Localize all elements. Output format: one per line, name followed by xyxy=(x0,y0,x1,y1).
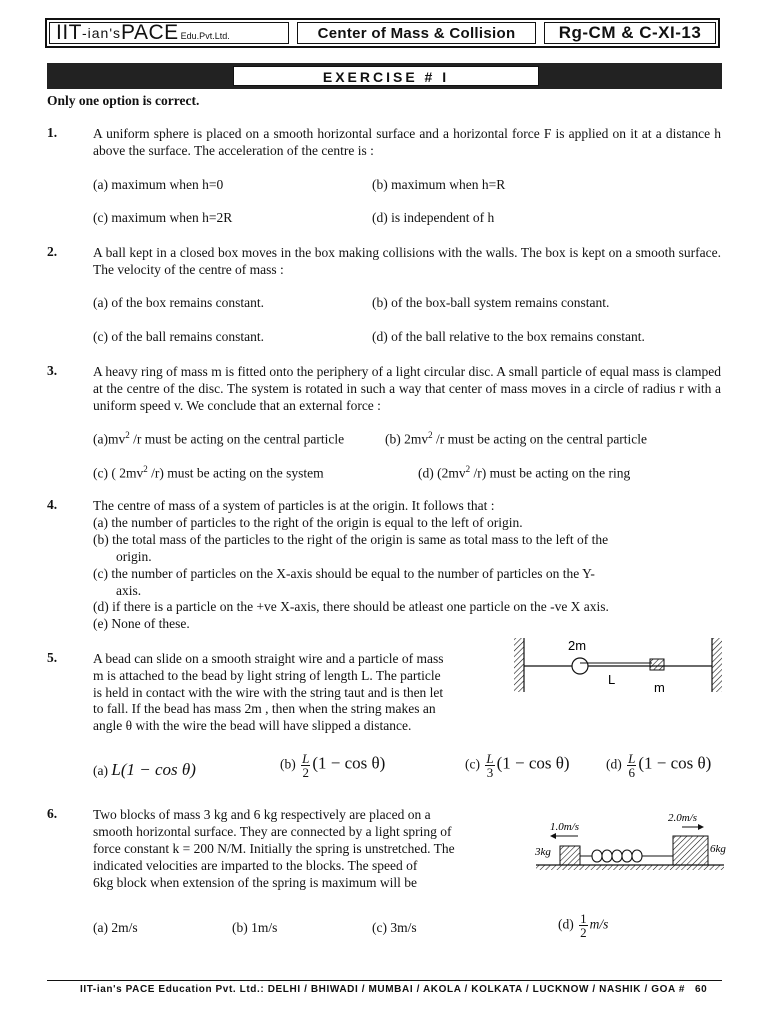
q6-line-3: force constant k = 200 N/M. Initially the spring is unstretched. The xyxy=(93,841,455,856)
q5-d-den: 6 xyxy=(628,765,635,780)
q5-a-label: (a) xyxy=(93,763,108,778)
q5-c-label: (c) xyxy=(465,756,480,772)
q3-a-pre: (a)mv xyxy=(93,431,126,447)
q6-number: 6. xyxy=(47,806,58,821)
q3-option-d xyxy=(418,464,630,482)
footer-text: IIT-ian's PACE Education Pvt. Ltd.: DELHI / BHIWADI / MUMBAI / AKOLA / KOLKATA / LUCKNOW / NASHIK / GOA # xyxy=(80,984,686,995)
q1-option-d: (d) is independent of h xyxy=(372,210,495,225)
q4-line-c: (c) the number of particles on the X-axis should be equal to the number of particles on the Y- xyxy=(93,566,595,581)
q1-number: 1. xyxy=(47,125,58,140)
q3-c-pre: (c) ( 2mv xyxy=(93,465,144,481)
q4-line-e: (e) None of these. xyxy=(93,616,190,631)
q5-b-den: 2 xyxy=(302,765,309,780)
q6-d-label: (d) xyxy=(558,916,574,932)
q6-d-num: 1 xyxy=(580,911,587,926)
q1-option-c: (c) maximum when h=2R xyxy=(93,210,233,225)
q6-option-c: (c) 3m/s xyxy=(372,920,417,935)
q5-line-4: to fall. If the bead has mass 2m , then when the string makes an xyxy=(93,701,436,716)
q5-a-expr: L(1 − cos θ) xyxy=(111,760,196,779)
exercise-title: EXERCISE # I xyxy=(233,66,539,86)
logo-brand: PACE xyxy=(121,22,179,44)
topic-title: Center of Mass & Collision xyxy=(297,22,536,44)
q3-option-c xyxy=(93,464,324,482)
q3-c-post: /r) must be acting on the system xyxy=(147,465,324,481)
q3-c-sq: 2 xyxy=(143,464,148,474)
q4-line-b: (b) the total mass of the particles to the right of the origin is same as total mass to the left of the xyxy=(93,532,609,547)
q3-option-b xyxy=(385,430,647,448)
q6-d-unit: m/s xyxy=(589,916,609,932)
q3-a-post: /r must be acting on the central particle xyxy=(129,431,345,447)
block-3kg xyxy=(560,846,580,865)
q5-figure xyxy=(510,632,730,698)
q2-option-c: (c) of the ball remains constant. xyxy=(93,329,264,344)
v2-label: 2.0m/s xyxy=(668,812,698,824)
q5-c-num: L xyxy=(486,751,494,766)
mass-label: m xyxy=(654,680,665,695)
q5-b-frac xyxy=(301,752,310,779)
q6-option-b: (b) 1m/s xyxy=(232,920,278,935)
q2-number: 2. xyxy=(47,244,58,259)
right-wall xyxy=(712,638,722,692)
left-wall xyxy=(514,638,524,692)
q4-number: 4. xyxy=(47,497,58,512)
q3-d-post: /r) must be acting on the ring xyxy=(470,465,631,481)
q1-text: A uniform sphere is placed on a smooth horizontal surface and a horizontal force F is applied on it at a distance h above the surface. The acceleration of the centre is : xyxy=(93,126,721,158)
q5-b-num: L xyxy=(302,751,310,766)
string-label: L xyxy=(608,672,616,687)
m2-label: 6kg xyxy=(710,843,726,855)
q2-option-b: (b) of the box-ball system remains constant. xyxy=(372,295,610,310)
q3-b-post: /r must be acting on the central particle xyxy=(432,431,648,447)
q4-line-b2: origin. xyxy=(116,549,152,564)
logo-prefix: IIT xyxy=(56,22,82,44)
logo-middle: -ian's xyxy=(82,25,122,41)
q6-line-5: 6kg block when extension of the spring is maximum will be xyxy=(93,875,417,890)
q5-c-frac xyxy=(485,752,494,779)
logo-suffix: Edu.Pvt.Ltd. xyxy=(180,31,230,41)
q6-line-4: indicated velocities are imparted to the blocks. The speed of xyxy=(93,858,418,873)
q6-option-a: (a) 2m/s xyxy=(93,920,138,935)
q3-b-pre: (b) 2mv xyxy=(385,431,429,447)
q4-line-a: (a) the number of particles to the right of the origin is equal to the left of origin. xyxy=(93,515,523,530)
q6-option-d xyxy=(558,912,608,939)
particle-block xyxy=(650,659,664,670)
q6-line-1: Two blocks of mass 3 kg and 6 kg respectively are placed on a xyxy=(93,807,431,822)
arrowhead-right xyxy=(698,824,704,830)
q5-d-num: L xyxy=(628,751,636,766)
spring xyxy=(580,850,673,862)
q3-a-sq: 2 xyxy=(125,430,130,440)
q3-text: A heavy ring of mass m is fitted onto the periphery of a light circular disc. A small particle of equal mass is clamped at the centre of the disc. The system is rotated in such a way that center of mass moves in a circle of radius r with a uniform speed v. We conclude that an external force : xyxy=(93,364,721,413)
q5-b-label: (b) xyxy=(280,756,296,772)
q6-figure xyxy=(530,806,730,872)
instruction: Only one option is correct. xyxy=(47,93,200,108)
q6-d-den: 2 xyxy=(580,925,587,940)
q5-option-b xyxy=(280,752,385,779)
q2-option-d: (d) of the ball relative to the box remains constant. xyxy=(372,329,645,344)
q6-line-2: smooth horizontal surface. They are connected by a light spring of xyxy=(93,824,452,839)
q5-d-expr: (1 − cos θ) xyxy=(638,753,712,773)
bead xyxy=(572,658,588,674)
q5-option-c xyxy=(465,752,570,779)
q5-d-label: (d) xyxy=(606,756,622,772)
q3-d-sq: 2 xyxy=(465,464,471,474)
q5-line-2: m is attached to the bead by light string of length L. The particle xyxy=(93,668,441,683)
bead-label: 2m xyxy=(568,638,587,653)
q4-text: The centre of mass of a system of particles is at the origin. It follows that : xyxy=(93,498,495,513)
q3-option-a xyxy=(93,430,344,448)
q5-line-1: A bead can slide on a smooth straight wire and a particle of mass xyxy=(93,651,444,666)
q1-option-a: (a) maximum when h=0 xyxy=(93,177,224,192)
q5-option-a xyxy=(93,760,196,780)
page-footer xyxy=(80,984,707,995)
q5-c-den: 3 xyxy=(486,765,494,780)
page-number: 60 xyxy=(695,984,708,995)
v1-label: 1.0m/s xyxy=(550,821,580,833)
q2-text: A ball kept in a closed box moves in the box making collisions with the walls. The box is kept on a smooth surface. The velocity of the centre of mass : xyxy=(93,245,721,277)
m1-label: 3kg xyxy=(535,846,551,858)
q2-option-a: (a) of the box remains constant. xyxy=(93,295,264,310)
q4-line-d: (d) if there is a particle on the +ve X-axis, there should be atleast one particle on the -ve X axis. xyxy=(93,599,609,614)
brand-logo xyxy=(49,22,289,44)
q5-b-expr: (1 − cos θ) xyxy=(312,753,386,773)
q3-number: 3. xyxy=(47,363,58,378)
block-6kg xyxy=(673,836,708,865)
q6-d-frac xyxy=(579,912,588,939)
q5-number: 5. xyxy=(47,650,58,665)
q4-line-c2: axis. xyxy=(116,583,142,598)
page-header xyxy=(45,18,720,48)
q5-d-frac xyxy=(627,752,636,779)
q5-option-d xyxy=(606,752,711,779)
q5-line-5: angle θ with the wire the bead will have slipped a distance. xyxy=(93,718,412,733)
sheet-code: Rg-CM & C-XI-13 xyxy=(544,22,716,44)
q1-option-b: (b) maximum when h=R xyxy=(372,177,506,192)
floor-hatch xyxy=(536,865,724,870)
q3-d-pre: (d) (2mv xyxy=(418,465,466,481)
arrowhead-left xyxy=(550,833,556,839)
q3-b-sq: 2 xyxy=(428,430,433,440)
q5-line-3: is held in contact with the wire with the string taut and is then let xyxy=(93,685,444,700)
footer-divider xyxy=(47,980,722,981)
q5-c-expr: (1 − cos θ) xyxy=(496,753,570,773)
